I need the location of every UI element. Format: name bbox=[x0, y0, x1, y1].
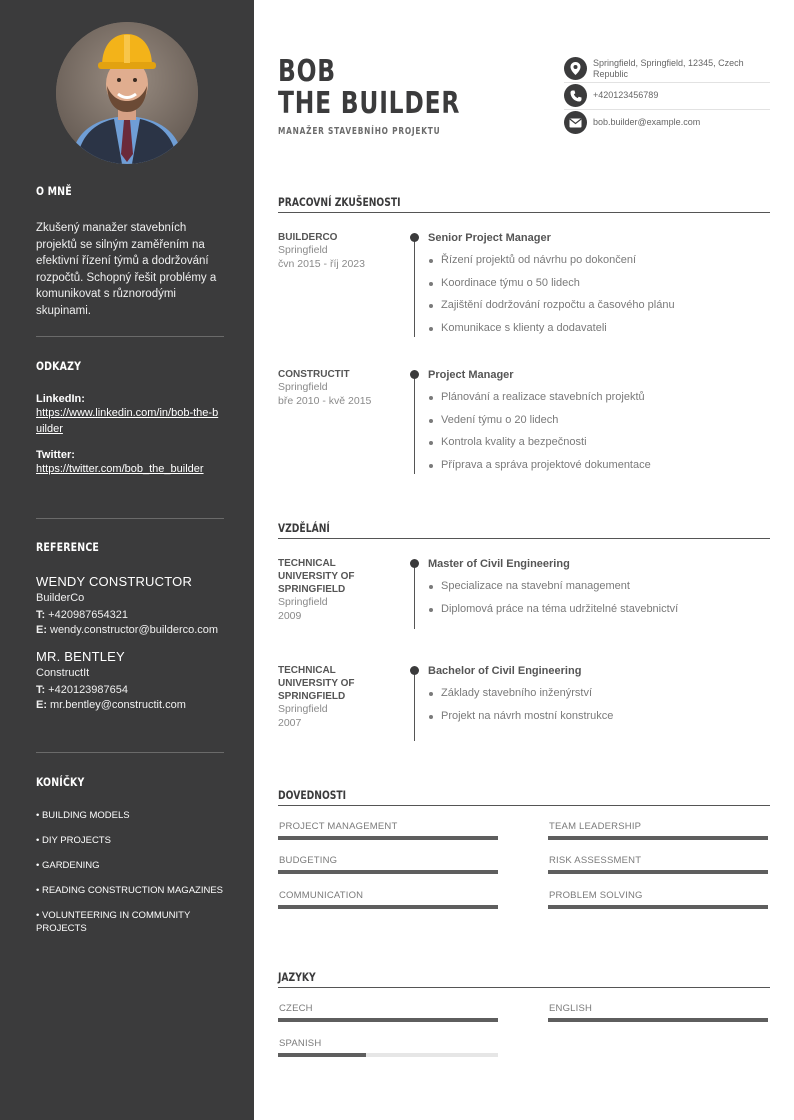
hobby-item: • BUILDING MODELS bbox=[36, 810, 130, 821]
phone-text: +420123456789 bbox=[593, 90, 659, 100]
skill-bar-fill bbox=[548, 870, 768, 874]
first-name: BOB bbox=[278, 54, 336, 89]
hobby-item: • DIY PROJECTS bbox=[36, 835, 111, 846]
entry-bullets bbox=[428, 687, 770, 723]
language-bar-fill bbox=[548, 1018, 768, 1022]
skill-bar bbox=[278, 836, 498, 840]
reference-email-value: mr.bentley@constructit.com bbox=[50, 699, 186, 711]
hobby-item: • READING CONSTRUCTION MAGAZINES bbox=[36, 885, 224, 896]
language-bar bbox=[548, 1018, 768, 1022]
address-text: Springfield, Springfield, 12345, Czech Republic bbox=[593, 57, 744, 79]
education-header bbox=[278, 519, 770, 539]
sidebar-divider bbox=[36, 518, 224, 519]
timeline-line bbox=[414, 374, 415, 474]
reference-phone bbox=[36, 608, 224, 623]
skill-label: PROJECT MANAGEMENT bbox=[279, 821, 398, 832]
contact-phone bbox=[564, 83, 770, 110]
main-content bbox=[278, 0, 770, 1120]
last-name: THE BUILDER bbox=[278, 86, 461, 121]
contact-list bbox=[564, 56, 770, 136]
full-name bbox=[278, 56, 460, 120]
reference-phone-value: +420987654321 bbox=[48, 609, 129, 621]
entry-organization: CONSTRUCTIT bbox=[278, 369, 350, 380]
language-bar-fill bbox=[278, 1053, 366, 1057]
skill-label: BUDGETING bbox=[279, 855, 338, 866]
language-bar bbox=[278, 1053, 498, 1057]
skill-item bbox=[548, 890, 768, 909]
skill-bar-fill bbox=[278, 870, 498, 874]
reference-phone-value: +420123987654 bbox=[48, 684, 129, 696]
linkedin-link[interactable]: https://www.linkedin.com/in/bob-the-builder bbox=[36, 407, 219, 435]
skill-label: TEAM LEADERSHIP bbox=[549, 821, 642, 832]
builder-portrait-image bbox=[56, 22, 198, 164]
skill-bar bbox=[548, 905, 768, 909]
entry-organization: TECHNICAL UNIVERSITY OF SPRINGFIELD bbox=[278, 665, 355, 702]
email-prefix: E: bbox=[36, 624, 47, 636]
reference-email bbox=[36, 623, 224, 638]
skill-bar-fill bbox=[278, 905, 498, 909]
bullet-item: Základy stavebního inženýrství bbox=[428, 687, 770, 700]
skill-item bbox=[278, 890, 498, 909]
hobbies-title: KONÍČKY bbox=[36, 775, 85, 789]
entry-meta bbox=[278, 368, 398, 408]
entry-role: Project Manager bbox=[428, 369, 514, 381]
reference-item bbox=[36, 574, 224, 638]
skills-title: DOVEDNOSTI bbox=[278, 788, 347, 802]
about-text: Zkušený manažer stavebních projektů se silným zaměřením na efektivní řízení týmů a dodržování rozpočtů. Schopný řešit problémy a komunikovat s různorodými skupinami. bbox=[36, 222, 217, 317]
reference-email-value: wendy.constructor@builderco.com bbox=[50, 624, 219, 636]
timeline-dot bbox=[410, 559, 419, 568]
phone-prefix: T: bbox=[36, 609, 46, 621]
hobbies-list bbox=[36, 809, 224, 935]
skill-bar-fill bbox=[548, 836, 768, 840]
education-title: VZDĚLÁNÍ bbox=[278, 521, 330, 535]
timeline-dot bbox=[410, 666, 419, 675]
profile-photo bbox=[56, 22, 198, 164]
entry-details bbox=[428, 231, 770, 344]
reference-name: WENDY CONSTRUCTOR bbox=[36, 574, 193, 589]
experience-header bbox=[278, 193, 770, 213]
entry-location: Springfield bbox=[278, 244, 328, 256]
language-item bbox=[548, 1003, 768, 1022]
entry-meta bbox=[278, 664, 398, 730]
bullet-item: Specializace na stavební management bbox=[428, 580, 770, 593]
entry-dates: bře 2010 - kvě 2015 bbox=[278, 394, 372, 407]
timeline-dot bbox=[410, 370, 419, 379]
entry-location: Springfield bbox=[278, 703, 328, 715]
timeline-dot bbox=[410, 233, 419, 242]
linkedin-label: LinkedIn: bbox=[36, 393, 85, 405]
skills-header bbox=[278, 786, 770, 806]
contact-email bbox=[564, 110, 770, 136]
skill-bar bbox=[278, 870, 498, 874]
sidebar bbox=[0, 0, 254, 1120]
language-item bbox=[278, 1003, 498, 1022]
timeline-line bbox=[414, 670, 415, 741]
languages-header bbox=[278, 968, 770, 988]
entry-organization: TECHNICAL UNIVERSITY OF SPRINGFIELD bbox=[278, 558, 355, 595]
entry-meta bbox=[278, 557, 398, 623]
bullet-item: Kontrola kvality a bezpečnosti bbox=[428, 436, 770, 449]
bullet-item: Diplomová práce na téma udržitelné stavebnictví bbox=[428, 603, 770, 616]
about-section bbox=[36, 184, 224, 319]
bullet-item: Komunikace s klienty a dodavateli bbox=[428, 322, 770, 335]
links-title: ODKAZY bbox=[36, 359, 82, 373]
about-title: O MNĚ bbox=[36, 184, 72, 198]
bullet-item: Řízení projektů od návrhu po dokončení bbox=[428, 254, 770, 267]
skill-bar-fill bbox=[278, 836, 498, 840]
entry-degree: Bachelor of Civil Engineering bbox=[428, 665, 582, 677]
sidebar-divider bbox=[36, 752, 224, 753]
link-linkedin bbox=[36, 393, 224, 437]
entry-details bbox=[428, 368, 770, 481]
entry-bullets bbox=[428, 580, 770, 616]
job-title: MANAŽER STAVEBNÍHO PROJEKTU bbox=[278, 126, 441, 137]
language-label: SPANISH bbox=[279, 1038, 322, 1049]
sidebar-divider bbox=[36, 336, 224, 337]
hobby-item: • VOLUNTEERING IN COMMUNITY PROJECTS bbox=[36, 910, 191, 934]
entry-details bbox=[428, 664, 770, 732]
language-label: ENGLISH bbox=[549, 1003, 593, 1014]
timeline-line bbox=[414, 563, 415, 629]
twitter-label: Twitter: bbox=[36, 449, 75, 461]
reference-company: ConstructIt bbox=[36, 667, 90, 679]
reference-item bbox=[36, 649, 224, 713]
timeline-line bbox=[414, 237, 415, 337]
language-item bbox=[278, 1038, 498, 1057]
reference-company: BuilderCo bbox=[36, 592, 85, 604]
references-title: REFERENCE bbox=[36, 540, 100, 554]
entry-bullets bbox=[428, 254, 770, 335]
phone-prefix: T: bbox=[36, 684, 46, 696]
languages-title: JAZYKY bbox=[278, 970, 316, 984]
entry-details bbox=[428, 557, 770, 625]
skill-item bbox=[548, 855, 768, 874]
links-section bbox=[36, 359, 224, 478]
email-prefix: E: bbox=[36, 699, 47, 711]
skill-bar bbox=[548, 870, 768, 874]
contact-address bbox=[564, 56, 770, 83]
entry-year: 2009 bbox=[278, 609, 302, 622]
references-section bbox=[36, 540, 224, 713]
hobby-item: • GARDENING bbox=[36, 860, 100, 871]
email-text: bob.builder@example.com bbox=[593, 117, 701, 127]
bullet-item: Zajištění dodržování rozpočtu a časového plánu bbox=[428, 299, 770, 312]
bullet-item: Koordinace týmu o 50 lidech bbox=[428, 277, 770, 290]
reference-name: MR. BENTLEY bbox=[36, 649, 125, 664]
language-bar bbox=[278, 1018, 498, 1022]
experience-title: PRACOVNÍ ZKUŠENOSTI bbox=[278, 195, 401, 209]
entry-organization: BUILDERCO bbox=[278, 232, 338, 243]
skill-bar bbox=[548, 836, 768, 840]
bullet-item: Příprava a správa projektové dokumentace bbox=[428, 459, 770, 472]
reference-phone bbox=[36, 683, 224, 698]
skill-item bbox=[278, 855, 498, 874]
skill-item bbox=[548, 821, 768, 840]
entry-degree: Master of Civil Engineering bbox=[428, 558, 570, 570]
location-icon bbox=[564, 57, 587, 80]
entry-bullets bbox=[428, 391, 770, 472]
language-bar-fill bbox=[278, 1018, 498, 1022]
language-label: CZECH bbox=[279, 1003, 313, 1014]
skill-label: RISK ASSESSMENT bbox=[549, 855, 642, 866]
twitter-link[interactable]: https://twitter.com/bob_the_builder bbox=[36, 463, 204, 475]
entry-dates: čvn 2015 - říj 2023 bbox=[278, 257, 365, 270]
hobbies-section bbox=[36, 775, 224, 947]
skill-bar-fill bbox=[548, 905, 768, 909]
entry-location: Springfield bbox=[278, 596, 328, 608]
skill-label: PROBLEM SOLVING bbox=[549, 890, 643, 901]
skill-label: COMMUNICATION bbox=[279, 890, 364, 901]
entry-meta bbox=[278, 231, 398, 271]
entry-year: 2007 bbox=[278, 716, 302, 729]
entry-location: Springfield bbox=[278, 381, 328, 393]
link-twitter bbox=[36, 449, 224, 478]
skill-item bbox=[278, 821, 498, 840]
entry-role: Senior Project Manager bbox=[428, 232, 551, 244]
email-icon bbox=[564, 111, 587, 134]
skill-bar bbox=[278, 905, 498, 909]
phone-icon bbox=[564, 84, 587, 107]
bullet-item: Projekt na návrh mostní konstrukce bbox=[428, 710, 770, 723]
bullet-item: Plánování a realizace stavebních projektů bbox=[428, 391, 770, 404]
bullet-item: Vedení týmu o 20 lidech bbox=[428, 414, 770, 427]
reference-email bbox=[36, 698, 224, 713]
